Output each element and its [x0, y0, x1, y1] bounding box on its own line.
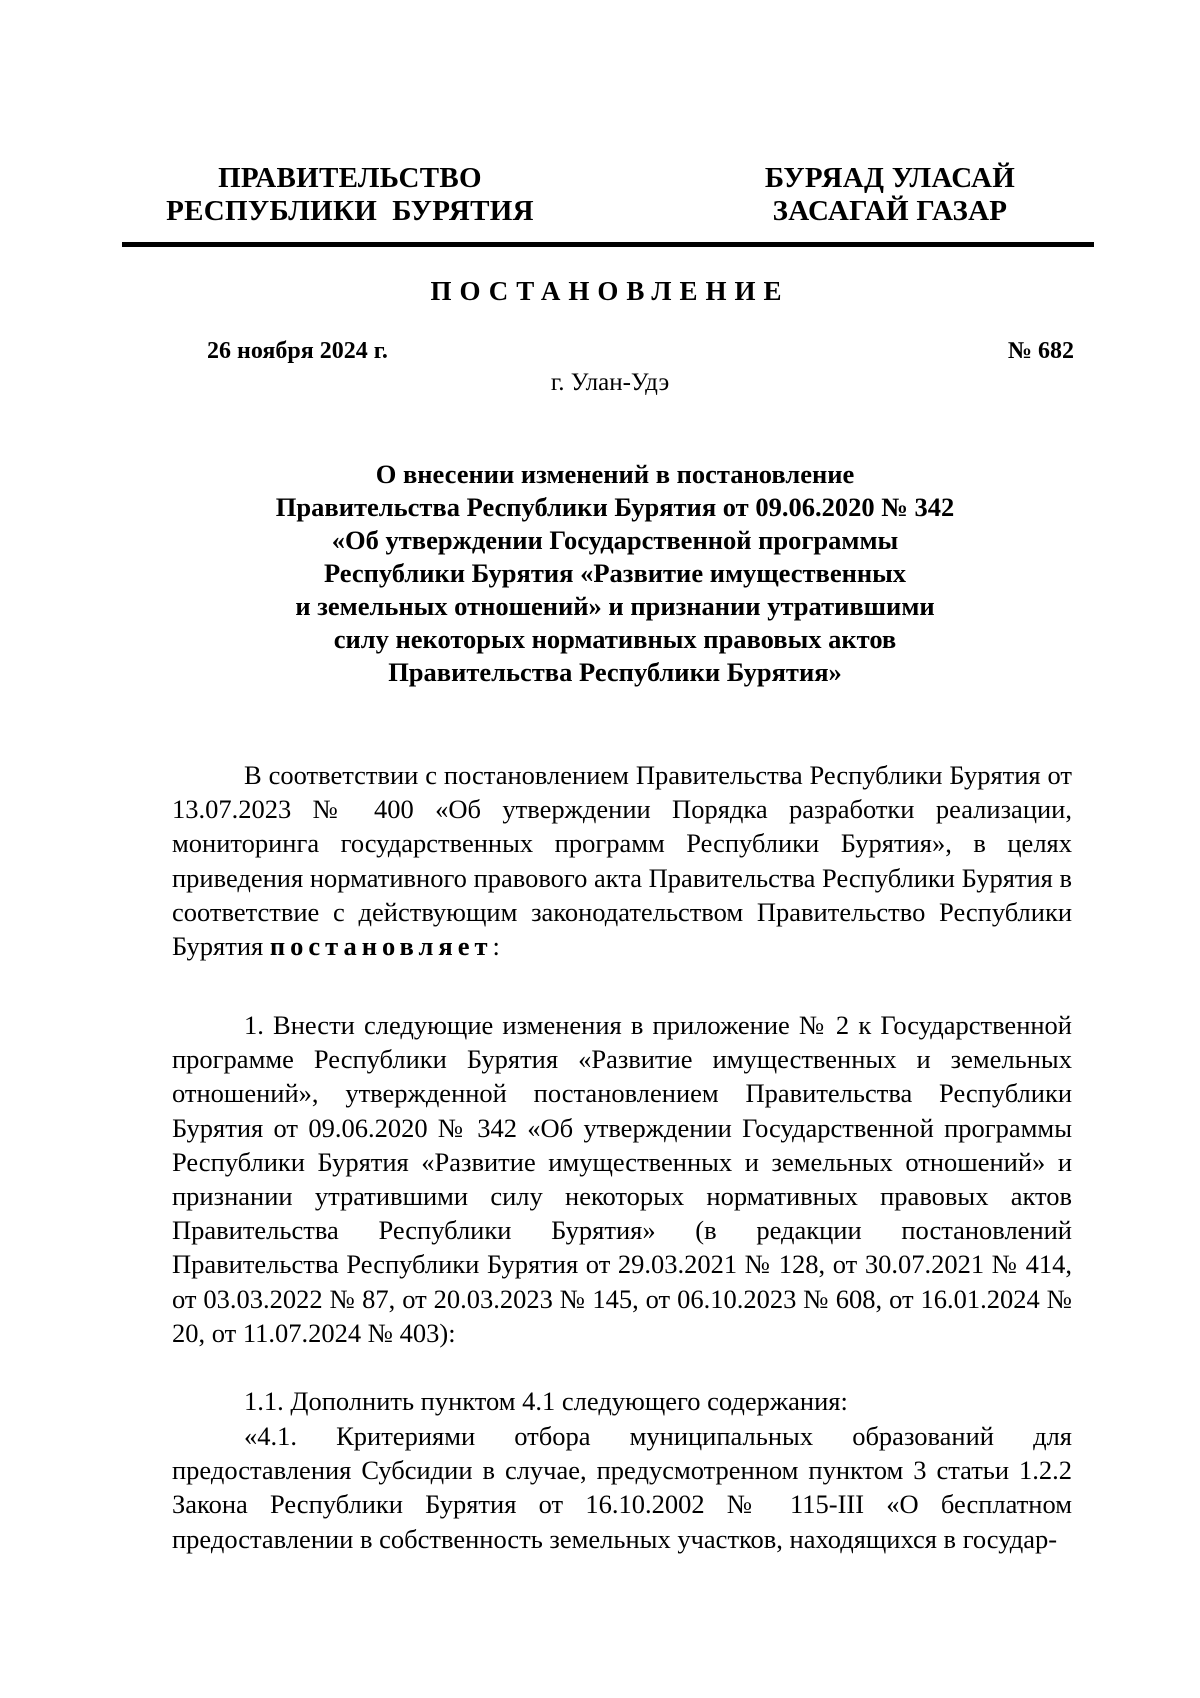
title-line: «Об утверждении Государственной программы [331, 525, 899, 555]
header-right-authority [740, 162, 1040, 228]
preamble-ending: : [492, 931, 500, 962]
header-right-line-2: ЗАСАГАЙ ГАЗАР [772, 195, 1008, 227]
title-line: Республики Бурятия «Развитие имущественных [323, 558, 907, 588]
document-number: № 682 [1007, 338, 1074, 364]
header-right-line-1: БУРЯАД УЛАСАЙ [764, 162, 1016, 194]
header-divider [122, 242, 1094, 247]
preamble-text: В соответствии с постановлением Правительства Республики Бурятия от 13.07.2023 № 400 «Об утверждении Порядка разработки реализации, мониторинга государственных программ Республики Бурятия», в целях приведения нормативного правового акта Правительства Республики Бурятия в соответствие с действующим законодательством Правительство Республики Бурятия [172, 760, 1072, 962]
item-1-paragraph: 1. Внести следующие изменения в приложение № 2 к Государственной программе Республики Бурятия «Развитие имущественных и земельных отношений», утвержденной постановлением Правительства Республики Бурятия от 09.06.2020 № 342 «Об утверждении Государственной программы Республики Бурятия «Развитие имущественных и земельных отношений» и признании утратившими силу некоторых нормативных правовых актов Правительства Республики Бурятия» (в редакции постановлений Правительства Республики Бурятия от 29.03.2021 № 128, от 30.07.2021 № 414, от 03.03.2022 № 87, от 20.03.2023 № 145, от 06.10.2023 № 608, от 16.01.2024 № 20, от 11.07.2024 № 403): [172, 1010, 1072, 1348]
header-left-line-2: РЕСПУБЛИКИ БУРЯТИЯ [166, 195, 534, 227]
title-line: О внесении изменений в постановление [375, 459, 855, 489]
preamble-paragraph [172, 758, 1072, 963]
title-line: Правительства Республики Бурятия» [388, 657, 842, 687]
document-type: ПОСТАНОВЛЕНИЕ [430, 276, 790, 306]
title-line: силу некоторых нормативных правовых актов [333, 624, 897, 654]
document-city: г. Улан-Удэ [550, 369, 670, 396]
header-left-authority [160, 162, 540, 228]
decree-word: постановляет [269, 931, 493, 962]
item-4-1-paragraph: «4.1. Критериями отбора муниципальных образований для предоставления Субсидии в случае, предусмотренном пунктом 3 статьи 1.2.2 Закона Республики Бурятия от 16.10.2002 № 115-III «О бесплатном предоставлении в собственность земельных участков, находящихся в государ- [172, 1421, 1072, 1554]
document-date: 26 ноября 2024 г. [207, 338, 388, 364]
title-line: Правительства Республики Бурятия от 09.06.2020 № 342 [275, 492, 955, 522]
header-left-line-1: ПРАВИТЕЛЬСТВО [218, 162, 482, 194]
document-title [200, 458, 1030, 689]
title-line: и земельных отношений» и признании утратившими [295, 591, 935, 621]
item-1-1-paragraph: 1.1. Дополнить пунктом 4.1 следующего содержания: [244, 1386, 848, 1416]
